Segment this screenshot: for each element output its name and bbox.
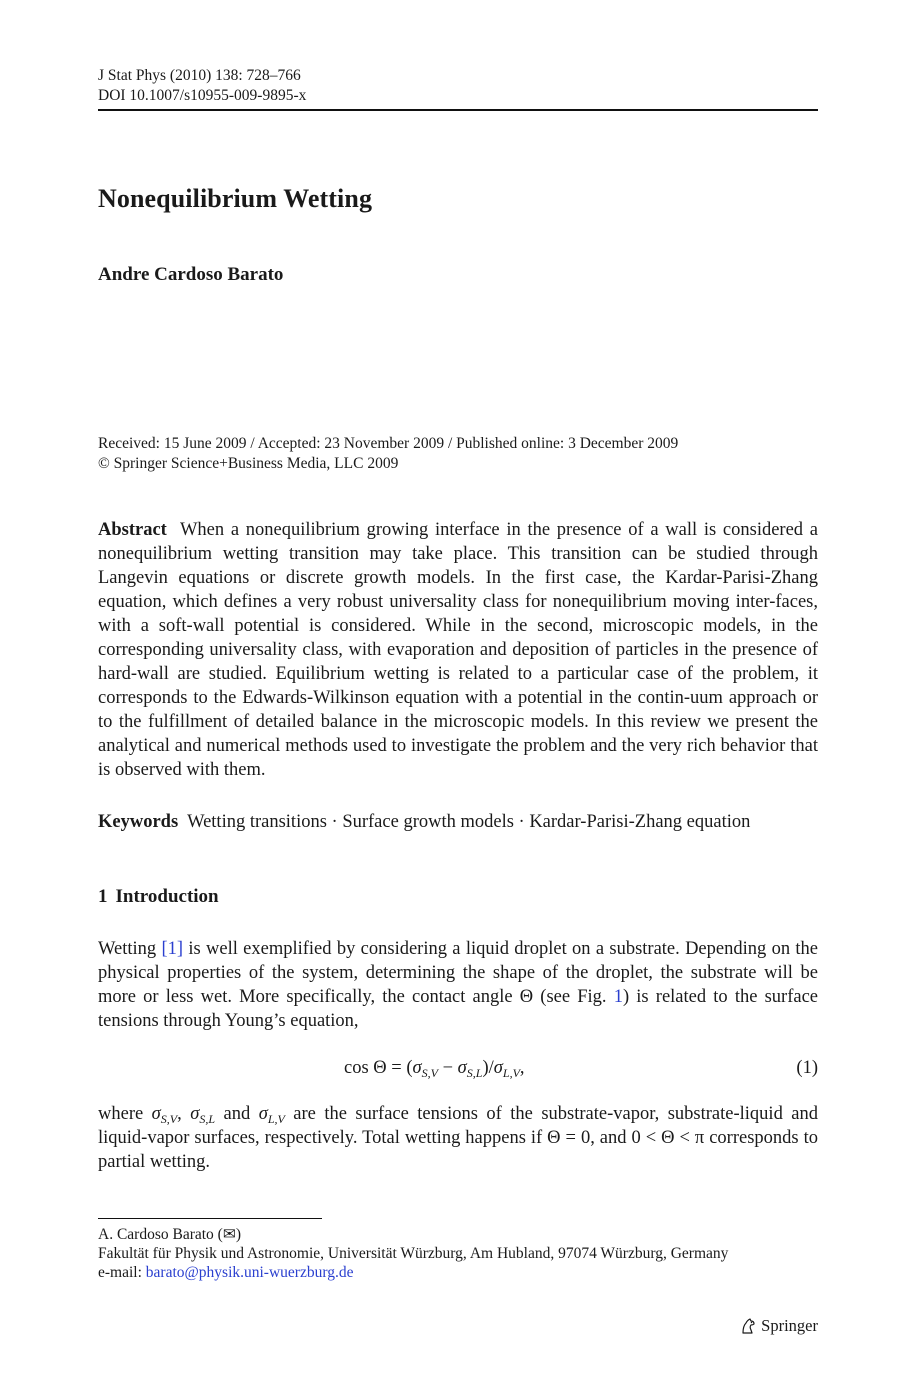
footnote-email — [98, 1263, 353, 1283]
eq-subscript: L,V — [267, 1112, 285, 1126]
email-link[interactable]: barato@physik.uni-wuerzburg.de — [145, 1264, 354, 1281]
journal-citation: J Stat Phys (2010) 138: 728–766 — [98, 67, 301, 84]
intro-text: Wetting — [98, 939, 162, 959]
keywords-text: Wetting transitions · Surface growth models · Kardar-Parisi-Zhang equation — [187, 812, 751, 832]
intro-paragraph-2 — [98, 1102, 818, 1174]
header-rule — [98, 109, 818, 111]
publication-dates: Received: 15 June 2009 / Accepted: 23 November 2009 / Published online: 3 December 2009 — [98, 435, 679, 452]
footnote-rule — [98, 1218, 322, 1219]
springer-horse-icon — [739, 1317, 757, 1335]
eq-subscript: L,V — [502, 1066, 520, 1080]
intro-text: , — [177, 1104, 191, 1124]
intro-text: and — [215, 1104, 259, 1124]
eq-symbol: σ — [412, 1058, 422, 1078]
intro-text: where — [98, 1104, 152, 1124]
eq-subscript: S,L — [466, 1066, 483, 1080]
abstract-text: When a nonequilibrium growing interface in the presence of a wall is considered a nonequilibrium wetting transition may take place. This transition can be studied through Langevin equations or discrete growth models. In the first case, the Kardar-Parisi-Zhang equation, which defines a very robust universality class for nonequilibrium moving inter-faces, with a soft-wall potential is considered. While in the second, microscopic models, in the corresponding universality class, with evaporation and deposition of particles in the presence of hard-wall are studied. Equilibrium wetting is related to a particular case of the problem, it corresponds to the Edwards-Wilkinson equation with a potential in the contin-uum approach or to the fulfillment of detailed balance in the microscopic models. In this review we present the analytical and numerical methods used to investigate the problem and the very rich behavior that is observed with them. — [98, 520, 818, 780]
intro-text: ) is related to the surface tensions through Young’s equation, — [98, 987, 818, 1031]
keywords-label: Keywords — [98, 812, 179, 832]
intro-text: are the surface tensions of the substrate-vapor, substrate-liquid and liquid-vapor surfaces, respectively. Total wetting happens if Θ = 0, and 0 < Θ < π corresponds to partial wetting. — [98, 1104, 819, 1172]
doi-line: DOI 10.1007/s10955-009-9895-x — [98, 87, 307, 104]
section-number: 1 — [98, 886, 108, 907]
section-title: Introduction — [115, 886, 219, 907]
footnote-affiliation: Fakultät für Physik und Astronomie, Universität Würzburg, Am Hubland, 97074 Würzburg, Germany — [98, 1245, 729, 1262]
email-label: e-mail: — [98, 1264, 146, 1281]
eq-subscript: S,V — [160, 1112, 178, 1126]
abstract — [98, 518, 818, 782]
footnote-author: A. Cardoso Barato (✉) — [98, 1226, 241, 1243]
section-heading — [98, 886, 219, 908]
eq-symbol: σ — [258, 1104, 268, 1124]
publisher-logo — [739, 1316, 818, 1336]
eq-symbol: σ — [190, 1104, 200, 1124]
intro-paragraph-1 — [98, 937, 818, 1033]
eq-subscript: S,L — [199, 1112, 216, 1126]
eq-symbol: σ — [151, 1104, 161, 1124]
eq-text: − — [437, 1058, 458, 1078]
eq-text: , — [519, 1058, 525, 1078]
figure-link[interactable]: 1 — [613, 987, 623, 1007]
keywords — [98, 810, 818, 834]
eq-subscript: S,V — [421, 1066, 438, 1080]
eq-text: cos Θ = ( — [344, 1058, 413, 1078]
abstract-label: Abstract — [98, 520, 167, 540]
eq-text: )/ — [482, 1058, 494, 1078]
eq-symbol: σ — [457, 1058, 467, 1078]
paper-title: Nonequilibrium Wetting — [98, 184, 373, 213]
citation-link[interactable]: [1] — [161, 939, 184, 959]
equation-body — [344, 1056, 525, 1080]
intro-text: is well exemplified by considering a liquid droplet on a substrate. Depending on the physical properties of the system, determining the shape of the droplet, the substrate will be more or less wet. More specifically, the contact angle Θ (see Fig. — [98, 939, 818, 1007]
publisher-name: Springer — [761, 1316, 818, 1335]
author-name: Andre Cardoso Barato — [98, 264, 284, 285]
equation-number: (1) — [796, 1058, 818, 1078]
eq-symbol: σ — [493, 1058, 503, 1078]
copyright-line: © Springer Science+Business Media, LLC 2009 — [98, 455, 399, 472]
